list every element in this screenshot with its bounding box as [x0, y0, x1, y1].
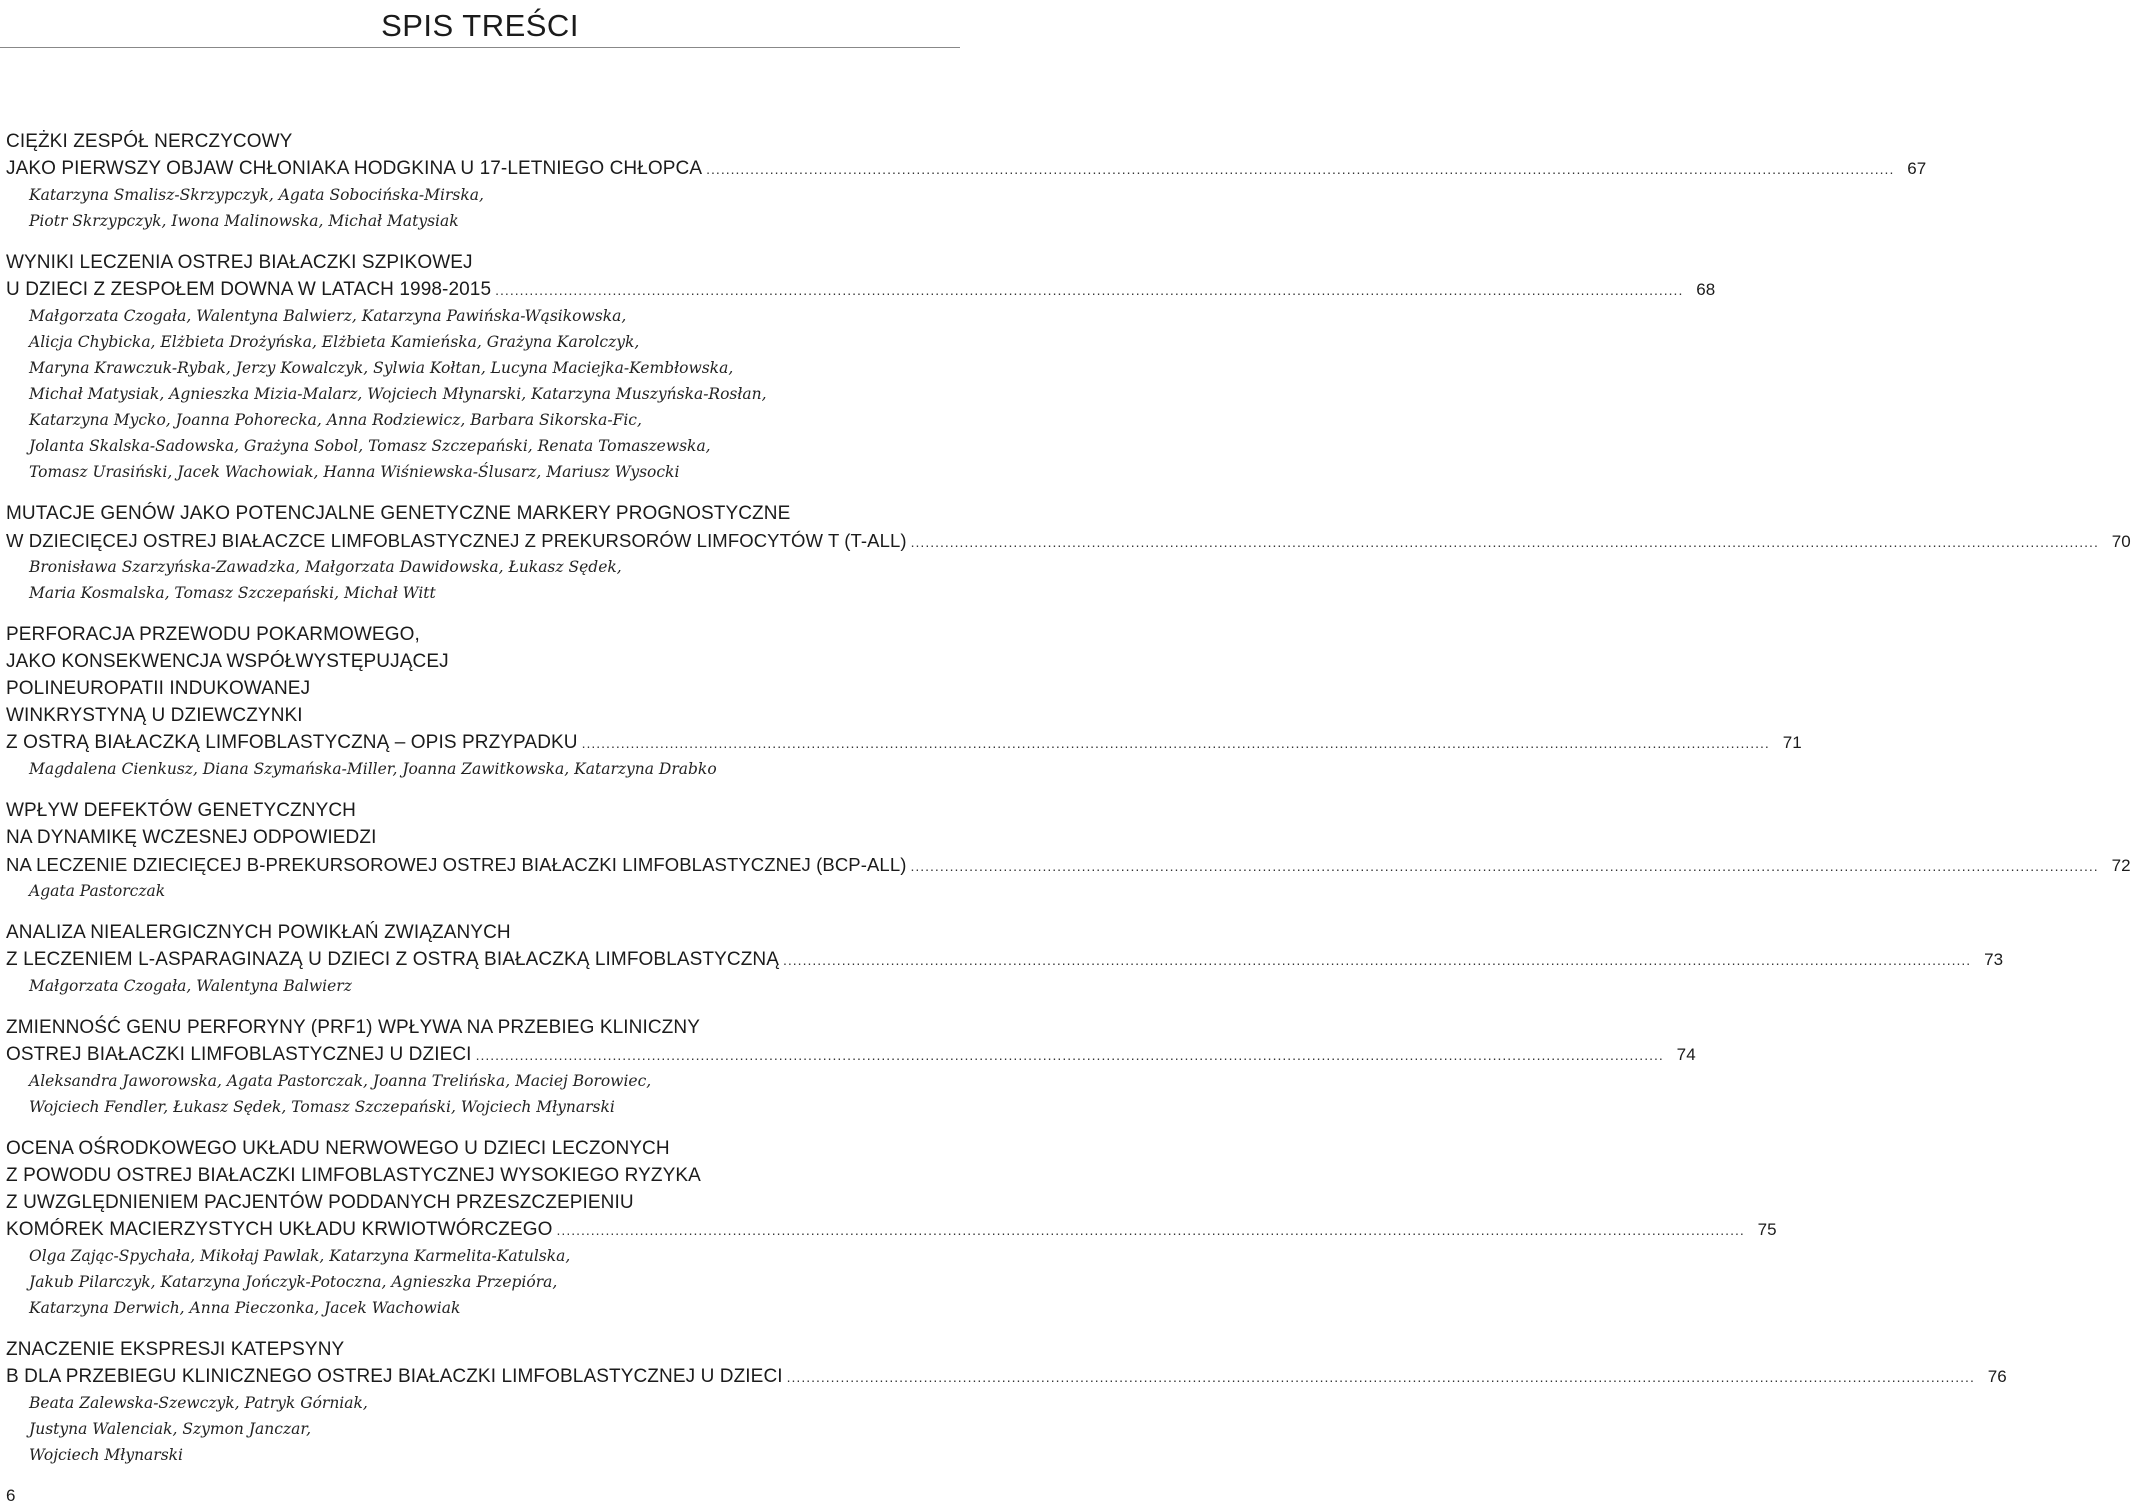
- entry-title-text: OSTREJ BIAŁACZKI LIMFOBLASTYCZNEJ U DZIECI: [6, 1044, 472, 1065]
- entry-page-number[interactable]: 68: [1696, 280, 1716, 299]
- entry-title-text: JAKO PIERWSZY OBJAW CHŁONIAKA HODGKINA U 17-LETNIEGO CHŁOPCA: [6, 158, 703, 179]
- entry-title-last-line: [6, 276, 1716, 303]
- entry-title-last-line: [6, 1363, 2007, 1390]
- entry-authors-line: Magdalena Cienkusz, Diana Szymańska-Miller, Joanna Zawitkowska, Katarzyna Drabko: [29, 760, 717, 778]
- dot-leader: ...................................................................................................................................................................................................................................................: [910, 534, 2099, 550]
- entry-authors-line: Jakub Pilarczyk, Katarzyna Jończyk-Potoczna, Agnieszka Przepióra,: [29, 1273, 558, 1291]
- page-number: 6: [6, 1486, 16, 1505]
- dot-leader: ...................................................................................................................................................................................................................................................: [910, 858, 2099, 874]
- entry-title-text: KOMÓREK MACIERZYSTYCH UKŁADU KRWIOTWÓRCZEGO: [6, 1219, 553, 1240]
- entry-page-number[interactable]: 76: [1987, 1367, 2007, 1386]
- entry-title-line: WPŁYW DEFEKTÓW GENETYCZNYCH: [6, 800, 356, 821]
- entry-authors-line: Justyna Walenciak, Szymon Janczar,: [29, 1420, 311, 1438]
- entry-title-last-line: [6, 155, 1927, 182]
- entry-page-number[interactable]: 67: [1907, 159, 1927, 178]
- entry-authors-line: Wojciech Fendler, Łukasz Sędek, Tomasz Szczepański, Wojciech Młynarski: [29, 1098, 615, 1116]
- entry-authors-line: Katarzyna Mycko, Joanna Pohorecka, Anna Rodziewicz, Barbara Sikorska-Fic,: [29, 411, 642, 429]
- entry-title-text: NA LECZENIE DZIECIĘCEJ B-PREKURSOROWEJ OSTREJ BIAŁACZKI LIMFOBLASTYCZNEJ (BCP-ALL): [6, 854, 907, 875]
- toc-entry[interactable]: [6, 128, 1927, 234]
- entry-authors-line: Małgorzata Czogała, Walentyna Balwierz: [29, 977, 352, 995]
- entry-title-text: B DLA PRZEBIEGU KLINICZNEGO OSTREJ BIAŁACZKI LIMFOBLASTYCZNEJ U DZIECI: [6, 1366, 783, 1387]
- entry-title-text: U DZIECI Z ZESPOŁEM DOWNA W LATACH 1998-2015: [6, 279, 492, 300]
- toc-entry[interactable]: [6, 797, 2131, 904]
- entry-title-text: Z OSTRĄ BIAŁACZKĄ LIMFOBLASTYCZNĄ – OPIS PRZYPADKU: [6, 732, 578, 753]
- entry-authors-line: Aleksandra Jaworowska, Agata Pastorczak, Joanna Trelińska, Maciej Borowiec,: [29, 1072, 652, 1090]
- entry-title-line: ZMIENNOŚĆ GENU PERFORYNY (PRF1) WPŁYWA NA PRZEBIEG KLINICZNY: [6, 1017, 700, 1038]
- entry-title-line: PERFORACJA PRZEWODU POKARMOWEGO,: [6, 624, 420, 645]
- dot-leader: ...................................................................................................................................................................................................................................................: [495, 282, 1684, 298]
- table-of-contents: [6, 128, 2131, 1483]
- page-title: SPIS TREŚCI: [381, 8, 579, 43]
- entry-title-line: MUTACJE GENÓW JAKO POTENCJALNE GENETYCZNE MARKERY PROGNOSTYCZNE: [6, 503, 791, 524]
- entry-title-line: WYNIKI LECZENIA OSTREJ BIAŁACZKI SZPIKOWEJ: [6, 252, 473, 273]
- entry-page-number[interactable]: 73: [1984, 950, 2004, 969]
- entry-authors-line: Maryna Krawczuk-Rybak, Jerzy Kowalczyk, Sylwia Kołtan, Lucyna Maciejka-Kembłowska,: [29, 359, 734, 377]
- toc-entry[interactable]: [6, 249, 1716, 485]
- entry-authors-line: Wojciech Młynarski: [29, 1446, 184, 1464]
- entry-title-line: WINKRYSTYNĄ U DZIEWCZYNKI: [6, 705, 303, 726]
- entry-authors-line: Katarzyna Derwich, Anna Pieczonka, Jacek Wachowiak: [29, 1299, 461, 1317]
- entry-authors-line: Tomasz Urasiński, Jacek Wachowiak, Hanna Wiśniewska-Ślusarz, Mariusz Wysocki: [29, 463, 680, 481]
- entry-page-number[interactable]: 74: [1676, 1045, 1696, 1064]
- entry-authors-line: Jolanta Skalska-Sadowska, Grażyna Sobol, Tomasz Szczepański, Renata Tomaszewska,: [29, 437, 711, 455]
- entry-title-line: NA DYNAMIKĘ WCZESNEJ ODPOWIEDZI: [6, 827, 377, 848]
- entry-title-line: Z UWZGLĘDNIENIEM PACJENTÓW PODDANYCH PRZESZCZEPIENIU: [6, 1192, 634, 1213]
- entry-authors-line: Michał Matysiak, Agnieszka Mizia-Malarz, Wojciech Młynarski, Katarzyna Muszyńska-Rosłan,: [29, 385, 767, 403]
- toc-entry[interactable]: [6, 1336, 2007, 1468]
- entry-title-line: ZNACZENIE EKSPRESJI KATEPSYNY: [6, 1339, 345, 1360]
- entry-authors-line: Beata Zalewska-Szewczyk, Patryk Górniak,: [29, 1394, 368, 1412]
- entry-authors-line: Bronisława Szarzyńska-Zawadzka, Małgorzata Dawidowska, Łukasz Sędek,: [29, 558, 622, 576]
- entry-title-last-line: [6, 851, 2131, 878]
- toc-entry[interactable]: [6, 621, 1802, 782]
- dot-leader: ...................................................................................................................................................................................................................................................: [581, 735, 1770, 751]
- entry-authors-line: Piotr Skrzypczyk, Iwona Malinowska, Michał Matysiak: [29, 212, 459, 230]
- dot-leader: ...................................................................................................................................................................................................................................................: [786, 1369, 1975, 1385]
- header-divider: [0, 47, 960, 48]
- entry-authors-line: Alicja Chybicka, Elżbieta Drożyńska, Elżbieta Kamieńska, Grażyna Karolczyk,: [29, 333, 640, 351]
- entry-authors-line: Maria Kosmalska, Tomasz Szczepański, Michał Witt: [29, 584, 436, 602]
- entry-title-line: CIĘŻKI ZESPÓŁ NERCZYCOWY: [6, 131, 293, 152]
- entry-title-last-line: [6, 527, 2131, 554]
- dot-leader: ...................................................................................................................................................................................................................................................: [556, 1222, 1745, 1238]
- entry-title-line: OCENA OŚRODKOWEGO UKŁADU NERWOWEGO U DZIECI LECZONYCH: [6, 1138, 670, 1159]
- entry-authors-line: Agata Pastorczak: [29, 882, 166, 900]
- entry-authors-line: Małgorzata Czogała, Walentyna Balwierz, Katarzyna Pawińska-Wąsikowska,: [29, 307, 627, 325]
- dot-leader: ...................................................................................................................................................................................................................................................: [475, 1047, 1664, 1063]
- dot-leader: ...................................................................................................................................................................................................................................................: [706, 161, 1895, 177]
- entry-authors-line: Olga Zając-Spychała, Mikołaj Pawlak, Katarzyna Karmelita-Katulska,: [29, 1247, 571, 1265]
- entry-page-number[interactable]: 72: [2111, 856, 2131, 875]
- entry-title-last-line: [6, 1216, 1777, 1243]
- entry-title-line: Z POWODU OSTREJ BIAŁACZKI LIMFOBLASTYCZNEJ WYSOKIEGO RYZYKA: [6, 1165, 701, 1186]
- dot-leader: ...................................................................................................................................................................................................................................................: [783, 952, 1972, 968]
- entry-title-last-line: [6, 1041, 1696, 1068]
- entry-title-last-line: [6, 729, 1802, 756]
- entry-title-line: JAKO KONSEKWENCJA WSPÓŁWYSTĘPUJĄCEJ: [6, 651, 449, 672]
- toc-entry[interactable]: [6, 1014, 1696, 1120]
- entry-authors-line: Katarzyna Smalisz-Skrzypczyk, Agata Sobocińska-Mirska,: [29, 186, 484, 204]
- entry-title-line: POLINEUROPATII INDUKOWANEJ: [6, 678, 311, 699]
- entry-page-number[interactable]: 71: [1782, 733, 1802, 752]
- entry-title-last-line: [6, 946, 2004, 973]
- entry-title-text: Z LECZENIEM L-ASPARAGINAZĄ U DZIECI Z OSTRĄ BIAŁACZKĄ LIMFOBLASTYCZNĄ: [6, 949, 780, 970]
- toc-entry[interactable]: [6, 500, 2131, 606]
- entry-title-line: ANALIZA NIEALERGICZNYCH POWIKŁAŃ ZWIĄZANYCH: [6, 922, 511, 943]
- entry-title-text: W DZIECIĘCEJ OSTREJ BIAŁACZCE LIMFOBLASTYCZNEJ Z PREKURSORÓW LIMFOCYTÓW T (T-ALL): [6, 530, 907, 551]
- toc-entry[interactable]: [6, 1135, 1777, 1321]
- entry-page-number[interactable]: 70: [2111, 532, 2131, 551]
- toc-entry[interactable]: [6, 919, 2004, 999]
- entry-page-number[interactable]: 75: [1757, 1220, 1777, 1239]
